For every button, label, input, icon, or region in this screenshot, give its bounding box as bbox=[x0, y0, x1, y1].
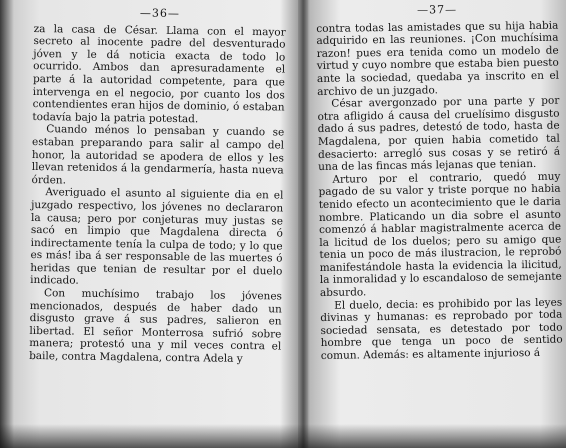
left-paragraph-1: za la casa de César. Llama con el mayor secreto al inocente padre del desventurado jóven y le dá noticia exacta de todo lo ocurrido. Ambos dan apresuradamente el parte á la autoridad competente, para que intervenga en el negocio, por cuanto los dos contendientes eran hijos de dominio, ó estaban todavía bajo la patria potestad. bbox=[32, 22, 286, 126]
right-paragraph-2: César avergonzado por una parte y por otra afligido á causa del cruelísimo disgusto dado á sus padres, detestó de todo, hasta de Magdalena, por quien habia cometido tal desacierto: arregló sus cosas y se retiró á una de las fincas más lejanas que tenian. bbox=[317, 94, 561, 174]
left-paragraph-4: Con muchísimo trabajo los jóvenes mencionados, después de haber dado un disgusto grave á sus padres, salieron en libertad. El señor Monterrosa sufrió sobre manera; protestó una y mil veces contra el baile, contra Magdalena, contra Adela y bbox=[29, 287, 283, 365]
right-page-number: —37— bbox=[416, 3, 458, 17]
page-bottom-shadow bbox=[0, 424, 566, 448]
book-gutter bbox=[298, 0, 308, 448]
right-paragraph-3: Arturo por el contrario, quedó muy pagado de su valor y triste porque no habia tenido efecto un acontecimiento que le daria nombre. Platicando un dia sobre el asunto comenzó á hablar magistralmente acerca de la licitud de los duelos; pero su amigo que tenia un poco de más ilustracion, le reprobó manifestándole hasta la evidencia la ilicitud, la inmoralidad y lo escandaloso de semejante absurdo. bbox=[318, 170, 562, 300]
right-paragraph-1: contra todas las amistades que su hija habia adquirido en las reuniones. ¡Con muchísima razon! pues era tenida como un modelo de virtud y cuyo nombre que estaba bien puesto ante la sociedad, quedaba ya inscrito en el archivo de un juzgado. bbox=[316, 19, 560, 98]
left-page bbox=[28, 6, 286, 429]
left-page-number: —36— bbox=[139, 6, 180, 21]
right-page bbox=[316, 3, 564, 426]
left-paragraph-2: Cuando ménos lo pensaban y cuando se estaban preparando para salir al campo del honor, la autoridad se apodera de ellos y les llevan retenidos á la gendarmería, hasta nueva órden. bbox=[31, 123, 285, 187]
right-paragraph-4: El duelo, decia: es prohibido por las leyes divinas y humanas: es reprobado por toda sociedad sensata, es detestado por todo hombre que tenga un poco de sentido comun. Además: es altamente injurioso á bbox=[320, 296, 563, 362]
left-paragraph-3: Averiguado el asunto al siguiente dia en el juzgado respectivo, los jóvenes no declararon la causa; pero por conjeturas muy justas se sacó en limpio que Magdalena directa ó indirectamente tenía la culpa de todo; y lo que es más! iba á ser responsable de las muertes ó heridas que tenian de resultar por el duelo indicado. bbox=[30, 186, 284, 288]
